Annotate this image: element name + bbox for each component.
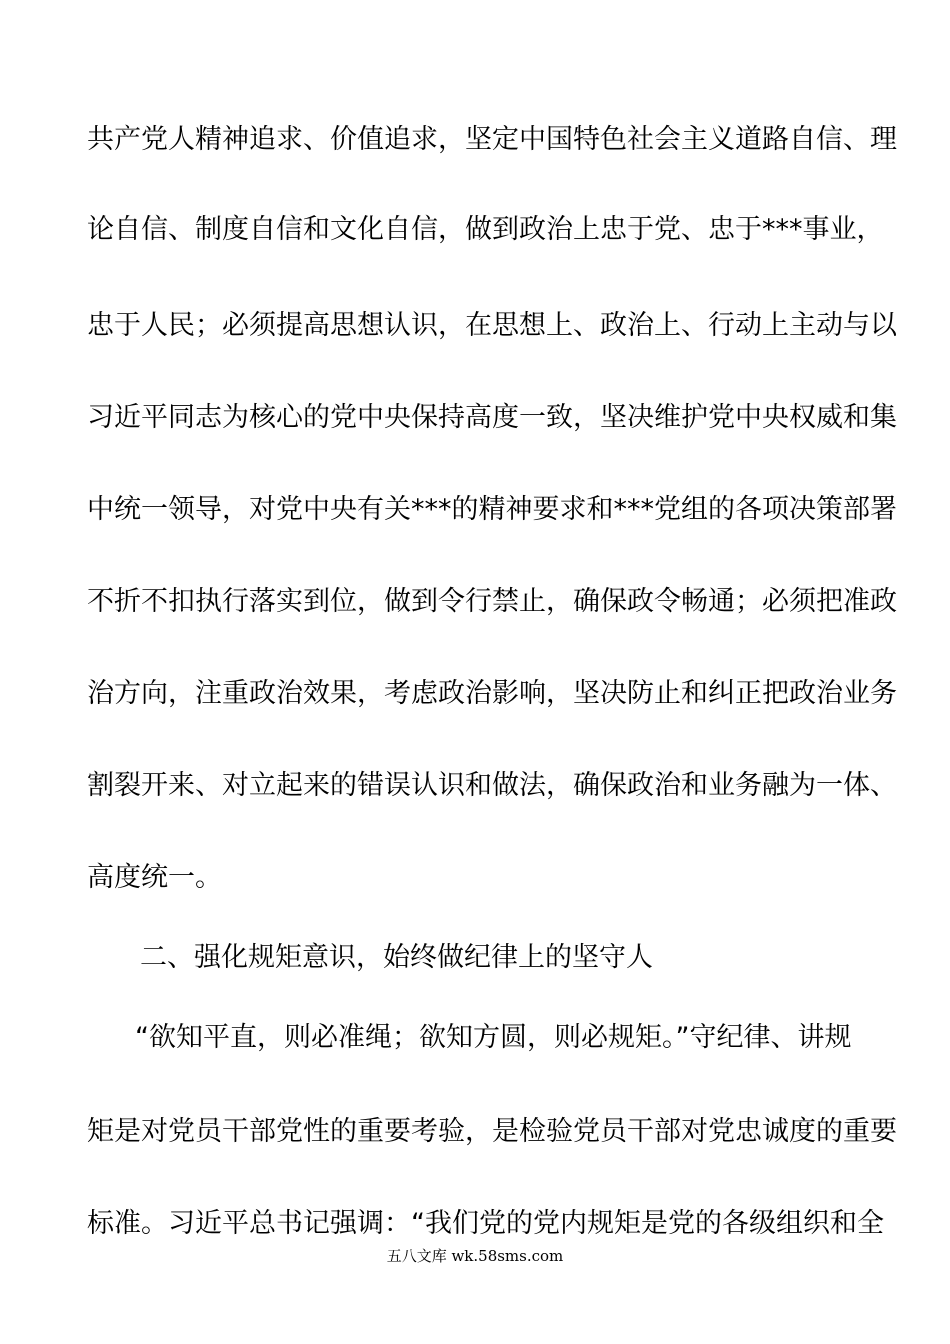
text-line-3: 忠于人民；必须提高思想认识，在思想上、政治上、行动上主动与以 bbox=[87, 310, 897, 341]
section-heading: 二、强化规矩意识，始终做纪律上的坚守人 bbox=[140, 942, 653, 973]
paragraph2-line-2: 矩是对党员干部党性的重要考验，是检验党员干部对党忠诚度的重要 bbox=[87, 1116, 897, 1147]
text-line-5: 中统一领导，对党中央有关***的精神要求和***党组的各项决策部署 bbox=[87, 494, 897, 525]
text-line-6: 不折不扣执行落实到位，做到令行禁止，确保政令畅通；必须把准政 bbox=[87, 586, 897, 617]
paragraph2-line-3: 标准。习近平总书记强调：“我们党的党内规矩是党的各级组织和全 bbox=[87, 1208, 884, 1239]
footer-watermark: 五八文库 wk.58sms.com bbox=[386, 1247, 564, 1265]
text-line-4: 习近平同志为核心的党中央保持高度一致，坚决维护党中央权威和集 bbox=[87, 402, 897, 433]
text-line-1: 共产党人精神追求、价值追求，坚定中国特色社会主义道路自信、理 bbox=[87, 124, 897, 155]
text-line-2: 论自信、制度自信和文化自信，做到政治上忠于党、忠于***事业， bbox=[87, 214, 884, 245]
text-line-9: 高度统一。 bbox=[87, 862, 222, 893]
paragraph2-line-1: “欲知平直，则必准绳；欲知方圆，则必规矩。”守纪律、讲规 bbox=[135, 1022, 852, 1053]
text-line-7: 治方向，注重政治效果，考虑政治影响，坚决防止和纠正把政治业务 bbox=[87, 678, 897, 709]
text-line-8: 割裂开来、对立起来的错误认识和做法，确保政治和业务融为一体、 bbox=[87, 770, 897, 801]
